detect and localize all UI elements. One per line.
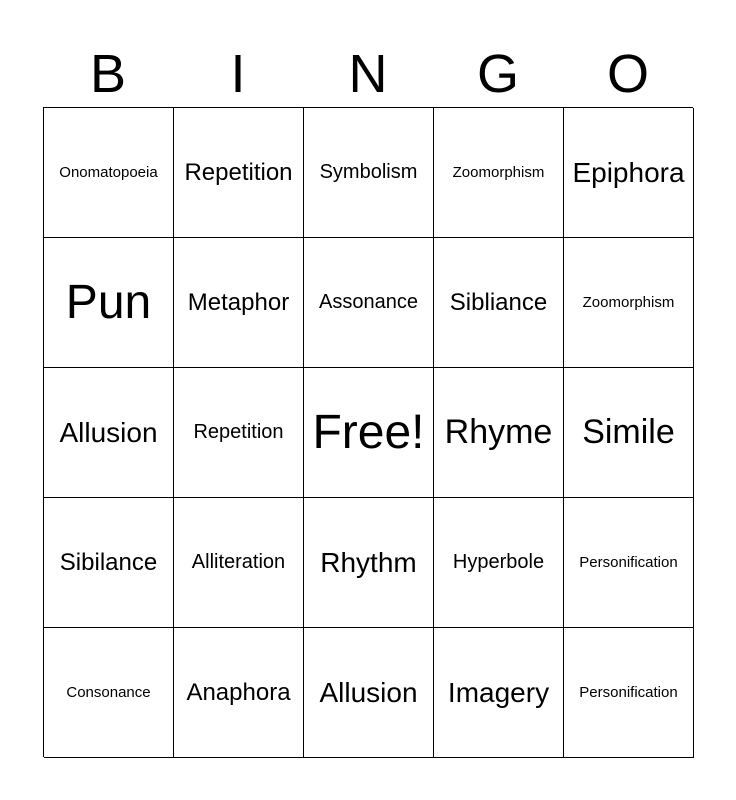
bingo-cell[interactable]: Repetition	[174, 368, 304, 498]
bingo-cell[interactable]: Sibliance	[434, 238, 564, 368]
header-letter-b: B	[89, 44, 127, 104]
bingo-cell[interactable]: Anaphora	[174, 628, 304, 758]
bingo-cell[interactable]: Sibilance	[44, 498, 174, 628]
bingo-cell[interactable]: Personification	[564, 498, 694, 628]
bingo-cell[interactable]: Symbolism	[304, 108, 434, 238]
header-letter-g: G	[476, 44, 519, 104]
header-letter-n: N	[348, 44, 388, 104]
bingo-cell[interactable]: Allusion	[304, 628, 434, 758]
bingo-cell[interactable]: Rhythm	[304, 498, 434, 628]
header-letter-o: O	[606, 44, 649, 104]
bingo-cell[interactable]: Metaphor	[174, 238, 304, 368]
bingo-cell[interactable]: Personification	[564, 628, 694, 758]
bingo-cell[interactable]: Simile	[564, 368, 694, 498]
bingo-cell[interactable]: Zoomorphism	[564, 238, 694, 368]
header-letter-i: I	[230, 44, 246, 104]
bingo-header	[43, 40, 693, 108]
bingo-cell[interactable]: Assonance	[304, 238, 434, 368]
bingo-board	[43, 107, 693, 757]
bingo-cell[interactable]: Epiphora	[564, 108, 694, 238]
bingo-cell[interactable]: Rhyme	[434, 368, 564, 498]
free-space-cell[interactable]: Free!	[304, 368, 434, 498]
bingo-cell[interactable]: Consonance	[44, 628, 174, 758]
bingo-cell[interactable]: Hyperbole	[434, 498, 564, 628]
bingo-cell[interactable]: Onomatopoeia	[44, 108, 174, 238]
bingo-cell[interactable]: Imagery	[434, 628, 564, 758]
bingo-cell[interactable]: Alliteration	[174, 498, 304, 628]
bingo-cell[interactable]: Pun	[44, 238, 174, 368]
bingo-cell[interactable]: Repetition	[174, 108, 304, 238]
bingo-cell[interactable]: Allusion	[44, 368, 174, 498]
bingo-cell[interactable]: Zoomorphism	[434, 108, 564, 238]
